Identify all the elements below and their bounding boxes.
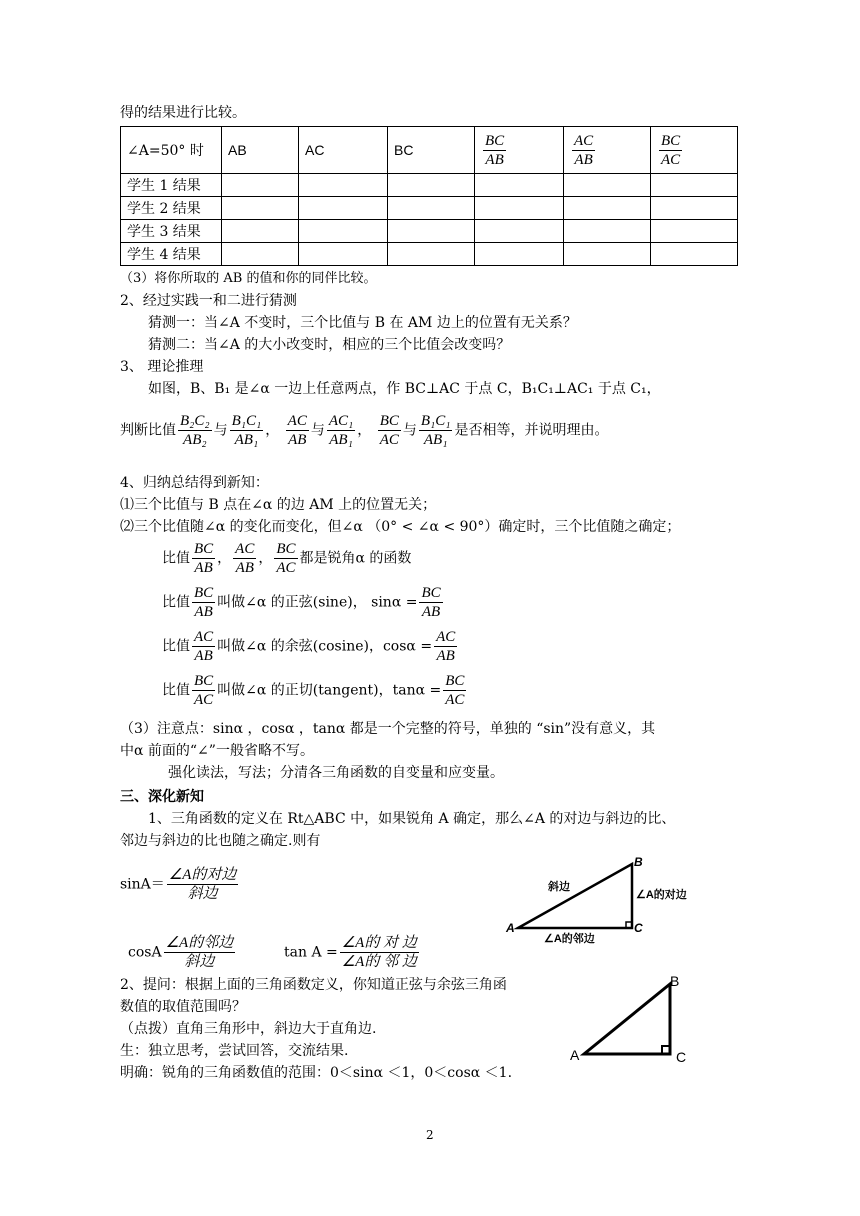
intro-line: 得的结果进行比较。: [120, 105, 246, 121]
comparison-table: [120, 126, 738, 266]
section-2-title: 2、经过实践一和二进行猜测: [120, 293, 297, 309]
vertex-b-label: B: [634, 855, 643, 869]
guess-2: 猜测二：当∠A 的大小改变时，相应的三个比值会改变吗？: [148, 337, 511, 353]
section-3-title: 3、 理论推理: [120, 359, 204, 375]
ratio-functions-line: 比值 $\frac{BC}{AB}$ ， $\frac{AC}{AB}$ ， $\frac{BC}{AC}$ 都是锐角α 的函数: [162, 541, 412, 576]
note-line-2: 中α 前面的“∠”一般省略不写。: [120, 743, 314, 759]
table-row: 学生 1 结果: [121, 174, 738, 197]
vertex-c-label: C: [634, 921, 643, 935]
section-4-title: 4、归纳总结得到新知：: [120, 475, 269, 491]
question-line-2: 数值的取值范围吗？: [120, 999, 246, 1015]
table-row: 学生 4 结果: [121, 243, 738, 266]
header-angle: ∠A=50° 时: [121, 127, 222, 174]
header-ratio-ac-ab: $\frac{AC}{AB}$: [564, 127, 651, 174]
note-line-3: 强化读法，写法；分清各三角函数的自变量和应变量。: [168, 765, 504, 781]
cosine-definition: 比值 $\frac{AC}{AB}$ 叫做∠α 的余弦(cosine)，cosα = $\frac{AC}{AB}$: [162, 629, 456, 664]
opposite-side-label: ∠A的对边: [636, 889, 687, 901]
note-line-1: （3）注意点：sinα ，cosα ，tanα 都是一个完整的符号，单独的 “sin”没有意义，其: [120, 721, 656, 737]
summary-item-1: ⑴三个比值与 B 点在∠α 的边 AM 上的位置无关；: [120, 497, 437, 513]
student-line: 生：独立思考，尝试回答，交流结果.: [120, 1043, 349, 1059]
adjacent-side-label: ∠A的邻边: [544, 933, 595, 944]
sine-definition: 比值 $\frac{BC}{AB}$ 叫做∠α 的正弦(sine)， sinα = $\frac{BC}{AB}$: [162, 585, 441, 620]
compare-note: （3）将你所取的 AB 的值和你的同伴比较。: [120, 271, 377, 286]
sin-formula: sinA＝ $\frac{\text{∠A的对边}}{\text{斜边}}$: [120, 867, 237, 902]
question-line-1: 2、提问：根据上面的三角函数定义，你知道正弦与余弦三角函: [120, 977, 507, 993]
hypotenuse-label: 斜边: [548, 881, 570, 893]
summary-item-2: ⑵三个比值随∠α 的变化而变化，但∠α （0° < ∠α < 90°）确定时，三个比值随之确定；: [120, 519, 681, 535]
vertex-c-label: C: [676, 1049, 687, 1064]
guess-1: 猜测一：当∠A 不变时，三个比值与 B 在 AM 边上的位置有无关系？: [148, 315, 577, 331]
vertex-a-label: A: [570, 1047, 580, 1063]
definition-para-line-2: 邻边与斜边的比也随之确定.则有: [120, 833, 321, 849]
tan-formula: tan A = $\frac{\text{∠A的 对 边}}{\text{∠A的 邻 边}}$: [284, 935, 417, 970]
vertex-b-label: B: [670, 973, 680, 989]
vertex-a-label: A: [506, 921, 515, 935]
header-ab: AB: [222, 127, 299, 174]
page-number: 2: [426, 1128, 434, 1142]
definition-para-line-1: 1、三角函数的定义在 Rt△ABC 中，如果锐角 A 确定，那么∠A 的对边与斜边的比、: [148, 811, 676, 827]
triangle-figure-labeled: [500, 852, 710, 944]
header-ac: AC: [299, 127, 388, 174]
section-heading-deepen: 三、深化新知: [120, 789, 204, 805]
header-ratio-bc-ab: $\frac{BC}{AB}$: [475, 127, 564, 174]
hint-line: （点拨）直角三角形中，斜边大于直角边.: [120, 1021, 377, 1037]
table-header-row: [121, 127, 738, 174]
reasoning-line: 如图，B、B₁ 是∠α 一边上任意两点，作 BC⊥AC 于点 C，B₁C₁⊥AC₁ 于点 C₁，: [148, 381, 661, 397]
tangent-definition: 比值 $\frac{BC}{AC}$ 叫做∠α 的正切(tangent)，tanα = $\frac{BC}{AC}$: [162, 673, 465, 708]
header-bc: BC: [388, 127, 475, 174]
triangle-figure-plain: [564, 972, 694, 1064]
conclusion-line: 明确：锐角的三角函数值的范围：0＜sinα ＜1，0＜cosα ＜1.: [120, 1065, 513, 1081]
ratio-compare-line: 判断比值 $\frac{\text{B₂C₂}}{\text{AB₂}}$ 与 $\frac{\text{B₁C₁}}{\text{AB₁}}$ ， $\frac{AC}{AB}$ 与 $\frac{\text{AC₁}}{\text{AB₁}}$ ， $\frac{BC}{AC}$ 与 $\frac{\text{B₁C₁}}{\text{AB₁}}$ 是否相等，并说明理由。: [120, 413, 609, 448]
table-row: 学生 3 结果: [121, 220, 738, 243]
header-ratio-bc-ac: $\frac{BC}{AC}$: [651, 127, 738, 174]
cos-formula: cosA $\frac{\text{∠A的邻边}}{\text{斜边}}$: [128, 935, 234, 970]
table-row: 学生 2 结果: [121, 197, 738, 220]
